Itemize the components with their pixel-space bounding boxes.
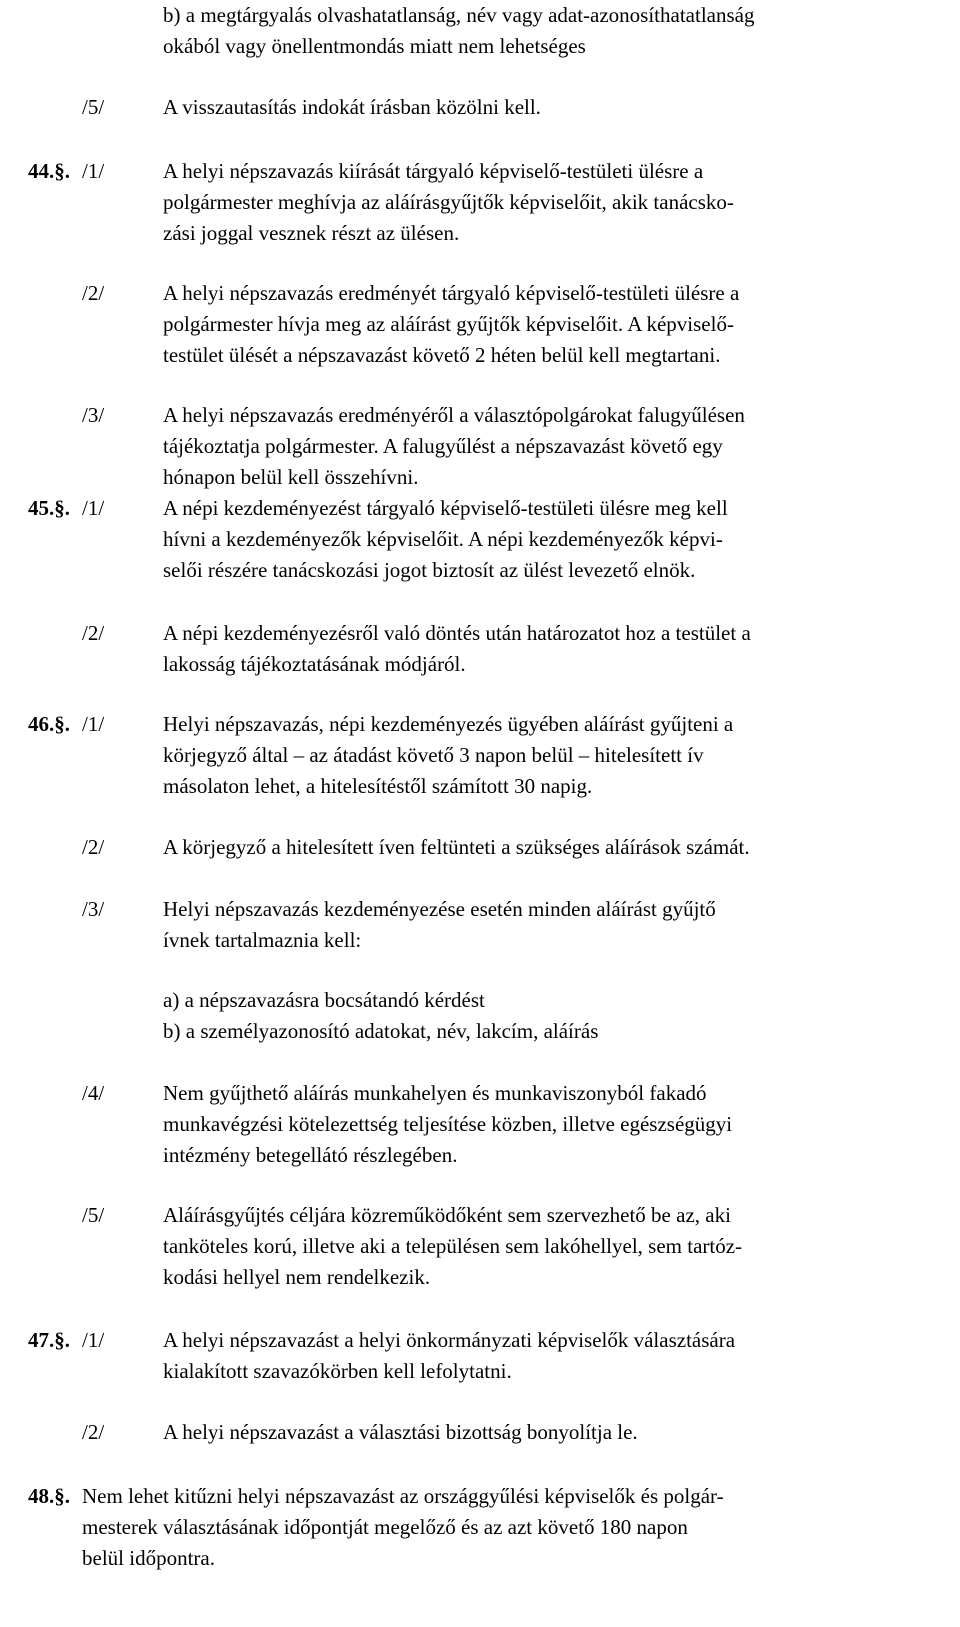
paragraph-number: /5/ [82,95,105,119]
text-line: A helyi népszavazás eredményéről a választópolgárokat falugyűlésen [163,403,745,427]
text-line: hónapon belül kell összehívni. [163,465,419,489]
text-line: selői részére tanácskozási jogot biztosít az ülést levezető elnök. [163,558,696,582]
paragraph-number: /3/ [82,403,105,427]
text-line: zási joggal vesznek részt az ülésen. [163,221,460,245]
text-line: Nem gyűjthető aláírás munkahelyen és munkaviszonyból fakadó [163,1081,707,1105]
paragraph-number: /1/ [82,712,105,736]
section-number: 47.§. [28,1328,70,1352]
text-line: b) a megtárgyalás olvashatatlanság, név vagy adat-azonosíthatatlanság [163,3,755,27]
section-number: 46.§. [28,712,70,736]
text-line: másolaton lehet, a hitelesítéstől számított 30 napig. [163,774,593,798]
text-line: Helyi népszavazás, népi kezdeményezés ügyében aláírást gyűjteni a [163,712,734,736]
paragraph-number: /2/ [82,1420,105,1444]
section-number: 45.§. [28,496,70,520]
text-line: A visszautasítás indokát írásban közölni kell. [163,95,541,119]
list-item: b) a személyazonosító adatokat, név, lakcím, aláírás [163,1019,599,1043]
text-line: körjegyző által – az átadást követő 3 napon belül – hitelesített ív [163,743,704,767]
text-line: kodási hellyel nem rendelkezik. [163,1265,431,1289]
text-line: A helyi népszavazást a választási bizottság bonyolítja le. [163,1420,638,1444]
text-line: tájékoztatja polgármester. A falugyűlést a népszavazást követő egy [163,434,723,458]
text-line: Aláírásgyűjtés céljára közreműködőként sem szervezhető be az, aki [163,1203,731,1227]
text-line: polgármester hívja meg az aláírást gyűjtők képviselőit. A képviselő- [163,312,734,336]
text-line: kialakított szavazókörben kell lefolytatni. [163,1359,512,1383]
paragraph-46-3-list [163,985,598,1047]
text-line: A népi kezdeményezést tárgyaló képviselő-testületi ülésre meg kell [163,496,728,520]
section-number: 48.§. [28,1484,70,1508]
paragraph-number: /4/ [82,1081,105,1105]
text-line: mesterek választásának időpontját megelőző és az azt követő 180 napon [82,1515,688,1539]
text-line: Nem lehet kitűzni helyi népszavazást az országgyűlési képviselők és polgár- [82,1484,724,1508]
text-line: A népi kezdeményezésről való döntés után határozatot hoz a testület a [163,621,751,645]
paragraph-number: /2/ [82,835,105,859]
section-number: 44.§. [28,159,70,183]
paragraph-number: /2/ [82,281,105,305]
paragraph-number: /1/ [82,1328,105,1352]
text-line: munkavégzési kötelezettség teljesítése közben, illetve egészségügyi [163,1112,733,1136]
text-line: A helyi népszavazást a helyi önkormányzati képviselők választására [163,1328,736,1352]
paragraph-number: /3/ [82,897,105,921]
text-line: polgármester meghívja az aláírásgyűjtők képviselőit, akik tanácsko- [163,190,734,214]
text-line: intézmény betegellátó részlegében. [163,1143,458,1167]
paragraph-number: /2/ [82,621,105,645]
text-line: ívnek tartalmaznia kell: [163,928,362,952]
text-line: tanköteles korú, illetve aki a településen sem lakóhellyel, sem tartóz- [163,1234,743,1258]
text-line: A helyi népszavazás eredményét tárgyaló képviselő-testületi ülésre a [163,281,740,305]
text-line: okából vagy önellentmondás miatt nem lehetséges [163,34,586,58]
paragraph-number: /1/ [82,496,105,520]
paragraph-number: /1/ [82,159,105,183]
text-line: A körjegyző a hitelesített íven feltünteti a szükséges aláírások számát. [163,835,750,859]
text-line: A helyi népszavazás kiírását tárgyaló képviselő-testületi ülésre a [163,159,704,183]
list-item-b-continuation [163,0,754,62]
paragraph-number: /5/ [82,1203,105,1227]
text-line: Helyi népszavazás kezdeményezése esetén minden aláírást gyűjtő [163,897,716,921]
text-line: hívni a kezdeményezők képviselőit. A népi kezdeményezők képvi- [163,527,723,551]
text-line: lakosság tájékoztatásának módjáról. [163,652,466,676]
text-line: testület ülését a népszavazást követő 2 héten belül kell megtartani. [163,343,721,367]
text-line: belül időpontra. [82,1546,215,1570]
list-item: a) a népszavazásra bocsátandó kérdést [163,988,485,1012]
